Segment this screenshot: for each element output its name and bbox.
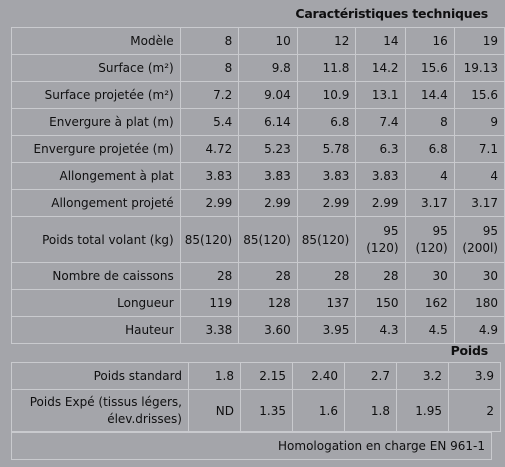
cell-value: 15.6: [405, 55, 454, 82]
cell-value: 162: [405, 290, 454, 317]
cell-value: 5.4: [180, 109, 239, 136]
cell-value: 14: [356, 28, 405, 55]
cell-value: 9.04: [239, 82, 298, 109]
spec-row: [12, 136, 505, 163]
cell-value: 28: [356, 263, 405, 290]
cell-value: 4: [454, 163, 504, 190]
spec-row: [12, 217, 505, 263]
cell-value: 137: [297, 290, 356, 317]
cell-value: 19: [454, 28, 504, 55]
cell-value: ND: [189, 390, 241, 432]
spec-row: [12, 82, 505, 109]
cell-value: 3.83: [180, 163, 239, 190]
cell-value: 28: [297, 263, 356, 290]
weights-title: Poids: [450, 343, 488, 358]
cell-value: 2: [449, 390, 501, 432]
spec-row: [12, 28, 505, 55]
row-label: Modèle: [12, 28, 181, 55]
cell-value: 8: [405, 109, 454, 136]
cell-value: 3.83: [239, 163, 298, 190]
cell-value: 7.4: [356, 109, 405, 136]
cell-value: 8: [180, 55, 239, 82]
cell-value: 10.9: [297, 82, 356, 109]
cell-value: 2.7: [345, 363, 397, 390]
cell-value: 3.38: [180, 317, 239, 344]
row-label: Hauteur: [12, 317, 181, 344]
cell-value: 11.8: [297, 55, 356, 82]
weights-table: [11, 362, 501, 432]
cell-value: 2.40: [293, 363, 345, 390]
cell-value: 5.23: [239, 136, 298, 163]
cell-value: 180: [454, 290, 504, 317]
cell-value: 150: [356, 290, 405, 317]
cell-value: 8: [180, 28, 239, 55]
cell-value: 128: [239, 290, 298, 317]
cell-value: 13.1: [356, 82, 405, 109]
cell-value: 5.78: [297, 136, 356, 163]
specs-table: [11, 27, 505, 344]
cell-value: 1.95: [397, 390, 449, 432]
cell-value: 1.35: [241, 390, 293, 432]
cell-value: 95 (120): [405, 217, 454, 263]
cell-value: 3.83: [356, 163, 405, 190]
cell-value: 7.2: [180, 82, 239, 109]
row-label: Nombre de caissons: [12, 263, 181, 290]
cell-value: 1.6: [293, 390, 345, 432]
cell-value: 95 (120): [356, 217, 405, 263]
cell-value: 3.60: [239, 317, 298, 344]
characteristics-title: Caractéristiques techniques: [295, 6, 488, 21]
homologation-note: Homologation en charge EN 961-1: [11, 432, 492, 460]
cell-value: 9: [454, 109, 504, 136]
cell-value: 2.99: [239, 190, 298, 217]
cell-value: 2.99: [297, 190, 356, 217]
row-label: Surface (m²): [12, 55, 181, 82]
cell-value: 30: [454, 263, 504, 290]
cell-value: 85(120): [239, 217, 298, 263]
row-label: Poids Expé (tissus légers, élev.drisses): [12, 390, 189, 432]
weight-row: [12, 390, 501, 432]
spec-row: [12, 163, 505, 190]
cell-value: 4.5: [405, 317, 454, 344]
spec-row: [12, 317, 505, 344]
cell-value: 3.9: [449, 363, 501, 390]
cell-value: 95 (200l): [454, 217, 504, 263]
cell-value: 14.2: [356, 55, 405, 82]
spec-row: [12, 109, 505, 136]
cell-value: 1.8: [189, 363, 241, 390]
cell-value: 4.72: [180, 136, 239, 163]
cell-value: 28: [239, 263, 298, 290]
spec-row: [12, 263, 505, 290]
cell-value: 9.8: [239, 55, 298, 82]
row-label: Poids total volant (kg): [12, 217, 181, 263]
cell-value: 30: [405, 263, 454, 290]
weight-row: [12, 363, 501, 390]
row-label: Envergure à plat (m): [12, 109, 181, 136]
cell-value: 6.8: [405, 136, 454, 163]
cell-value: 28: [180, 263, 239, 290]
cell-value: 7.1: [454, 136, 504, 163]
cell-value: 6.8: [297, 109, 356, 136]
row-label: Poids standard: [12, 363, 189, 390]
cell-value: 15.6: [454, 82, 504, 109]
cell-value: 2.99: [180, 190, 239, 217]
cell-value: 4.9: [454, 317, 504, 344]
spec-row: [12, 55, 505, 82]
cell-value: 12: [297, 28, 356, 55]
cell-value: 3.17: [454, 190, 504, 217]
cell-value: 6.14: [239, 109, 298, 136]
spec-row: [12, 290, 505, 317]
cell-value: 85(120): [297, 217, 356, 263]
cell-value: 4: [405, 163, 454, 190]
row-label: Envergure projetée (m): [12, 136, 181, 163]
cell-value: 4.3: [356, 317, 405, 344]
cell-value: 14.4: [405, 82, 454, 109]
row-label: Longueur: [12, 290, 181, 317]
cell-value: 3.17: [405, 190, 454, 217]
cell-value: 10: [239, 28, 298, 55]
cell-value: 85(120): [180, 217, 239, 263]
cell-value: 2.99: [356, 190, 405, 217]
spec-row: [12, 190, 505, 217]
cell-value: 19.13: [454, 55, 504, 82]
row-label: Surface projetée (m²): [12, 82, 181, 109]
row-label: Allongement projeté: [12, 190, 181, 217]
cell-value: 1.8: [345, 390, 397, 432]
cell-value: 16: [405, 28, 454, 55]
cell-value: 2.15: [241, 363, 293, 390]
cell-value: 3.83: [297, 163, 356, 190]
row-label: Allongement à plat: [12, 163, 181, 190]
cell-value: 119: [180, 290, 239, 317]
cell-value: 3.95: [297, 317, 356, 344]
cell-value: 6.3: [356, 136, 405, 163]
cell-value: 3.2: [397, 363, 449, 390]
